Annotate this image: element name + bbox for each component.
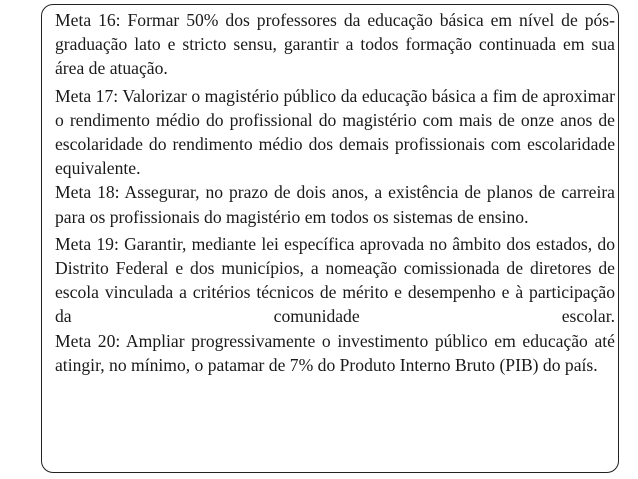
meta-19-paragraph: Meta 19: Garantir, mediante lei específica aprovada no âmbito dos estados, do Distrito Federal e dos municípios, a nomeação comissionada de diretores de escola vinculada a critérios técnicos de mérito e desempenho e à participação da comunidade escolar.	[55, 233, 615, 327]
meta-20-paragraph: Meta 20: Ampliar progressivamente o investimento público em educação até atingir, no mínimo, o patamar de 7% do Produto Interno Bruto (PIB) do país.	[55, 330, 615, 375]
meta-17-paragraph: Meta 17: Valorizar o magistério público da educação básica a fim de aproximar o rendimento médio do profissional do magistério com mais de onze anos de escolaridade do rendimento médio dos demais profissionais com escolaridade equivalente.	[55, 85, 615, 179]
meta-18-paragraph: Meta 18: Assegurar, no prazo de dois anos, a existência de planos de carreira para os profissionais do magistério em todos os sistemas de ensino.	[55, 182, 615, 227]
goals-list	[55, 8, 615, 377]
meta-16-paragraph: Meta 16: Formar 50% dos professores da educação básica em nível de pós-graduação lato e stricto sensu, garantir a todos formação continuada em sua área de atuação.	[55, 10, 615, 79]
